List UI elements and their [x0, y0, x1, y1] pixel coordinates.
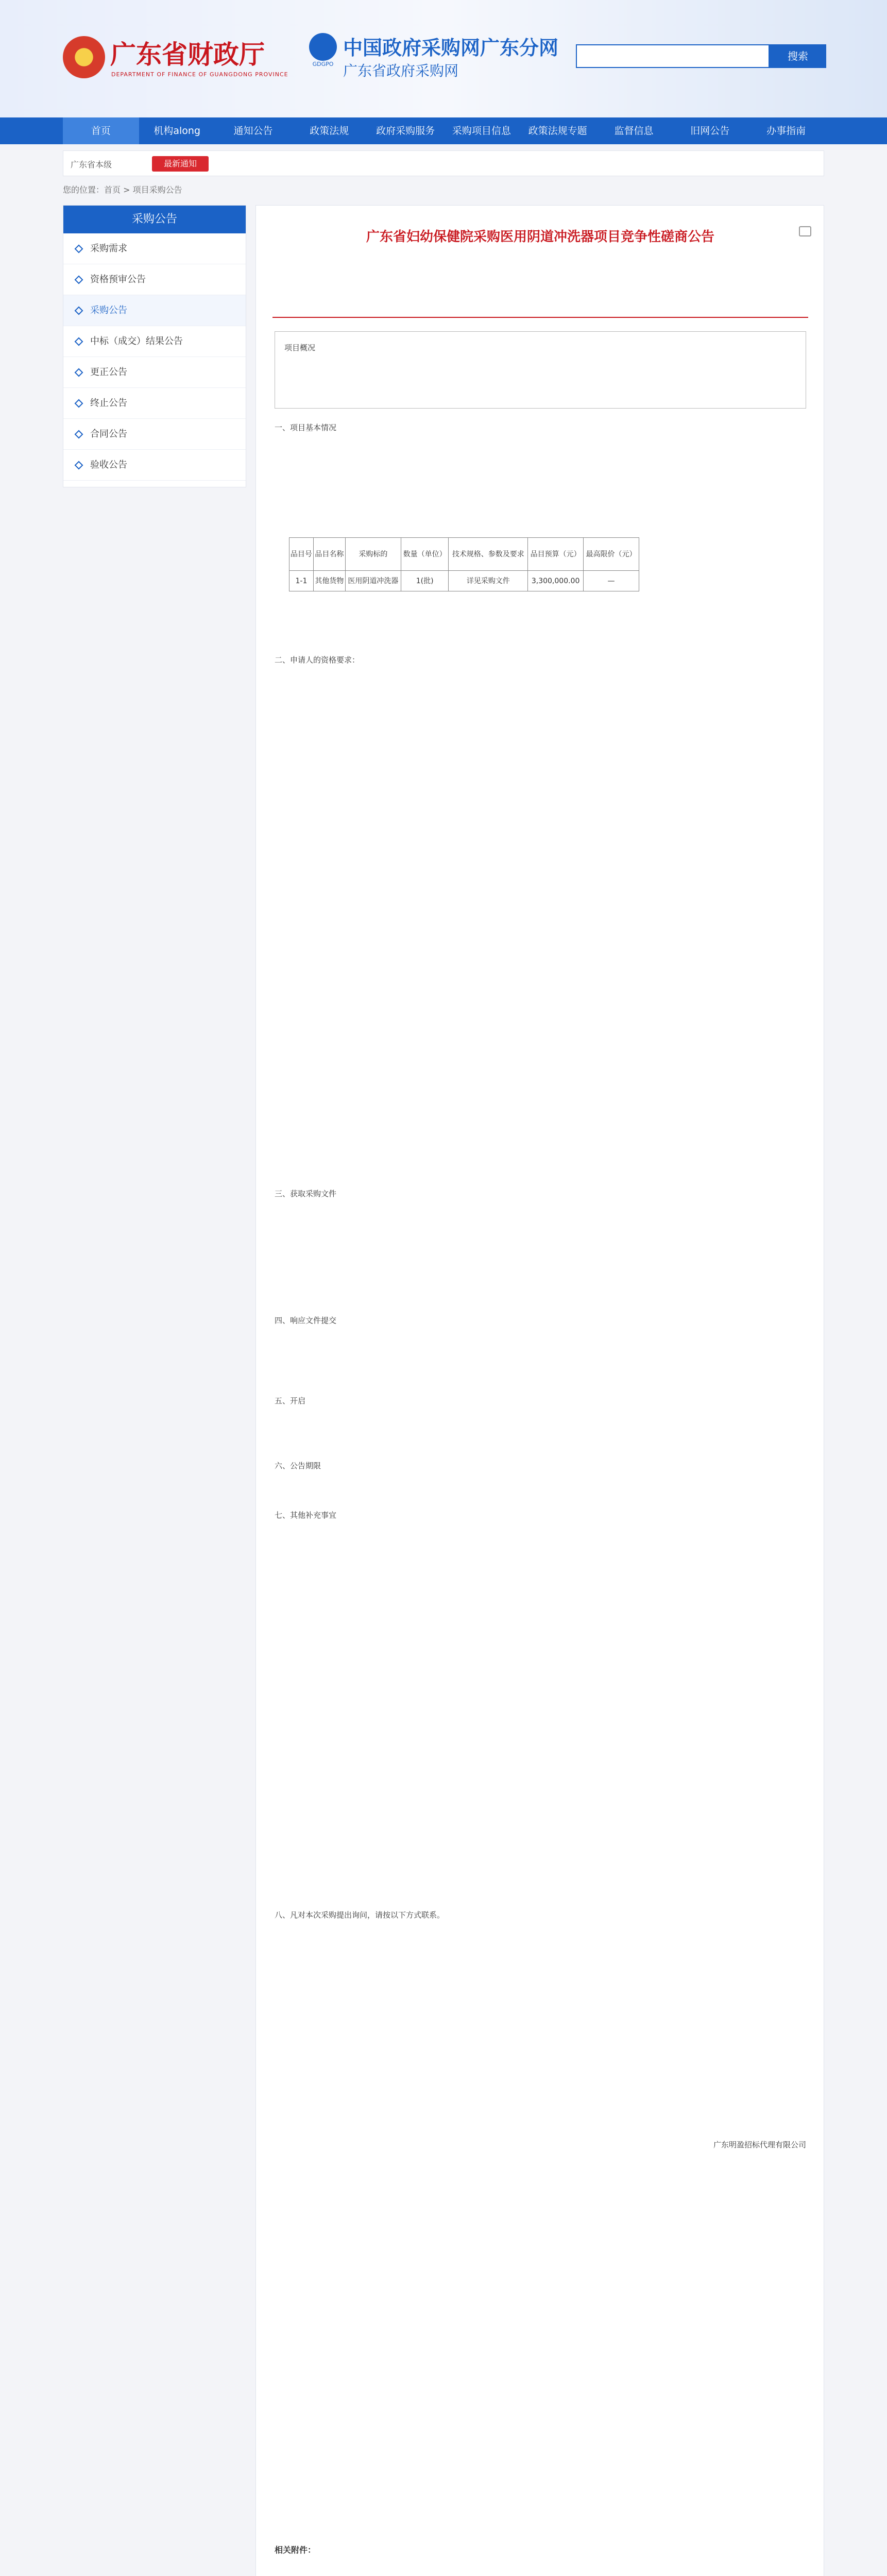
gdgpo-logo-icon [309, 33, 337, 61]
portal-subtitle: 广东省政府采购网 [343, 62, 459, 79]
item-table [289, 537, 639, 591]
diamond-icon [75, 276, 83, 284]
section-title: 一、项目基本情况 [275, 423, 337, 432]
latest-notice-badge: 最新通知 [152, 156, 209, 172]
sidebar-item-label: 更正公告 [90, 367, 127, 378]
section-title: 八、凡对本次采购提出询问，请按以下方式联系。 [275, 1910, 445, 1920]
region-selector[interactable]: 广东省本级 [71, 160, 112, 170]
table-cell: 1-1 [289, 571, 314, 591]
sidebar-item-acceptance[interactable] [63, 450, 246, 481]
sidebar-heading: 采购公告 [63, 206, 246, 233]
article-body [275, 326, 806, 2541]
table-cell: 1(批) [401, 571, 449, 591]
breadcrumb: 您的位置：首页 > 项目采购公告 [63, 185, 182, 195]
gov-subtitle: DEPARTMENT OF FINANCE OF GUANGDONG PROVINCE [111, 71, 288, 78]
signature-company: 广东明盈招标代理有限公司 [713, 2140, 806, 2149]
table-row [289, 571, 639, 591]
table-header-cell: 品目预算（元） [528, 538, 584, 571]
page-title: 广东省妇幼保健院采购医用阴道冲洗器项目竞争性磋商公告 [366, 229, 714, 245]
sidebar-item-result[interactable] [63, 326, 246, 357]
sidebar-item-requirements[interactable] [63, 233, 246, 264]
diamond-icon [75, 399, 83, 408]
table-cell: 其他货物 [313, 571, 345, 591]
nav-services[interactable]: 政府采购服务 [376, 125, 435, 137]
table-header-row [289, 538, 639, 571]
sidebar-item-label: 资格预审公告 [90, 274, 146, 285]
nav-notices[interactable]: 通知公告 [233, 125, 273, 137]
diamond-icon [75, 307, 83, 315]
table-header-cell: 采购标的 [345, 538, 401, 571]
project-overview-box [275, 331, 806, 409]
sidebar-item-label: 采购公告 [90, 305, 127, 316]
sidebar-item-contract[interactable] [63, 419, 246, 450]
sidebar-item-prequal[interactable] [63, 264, 246, 295]
article-panel [255, 205, 824, 2576]
sidebar-item-termination[interactable] [63, 388, 246, 419]
diamond-icon [75, 430, 83, 439]
title-divider [272, 317, 808, 318]
table-cell: — [584, 571, 639, 591]
nav-supervision[interactable]: 监督信息 [614, 125, 654, 137]
nav-project-info[interactable]: 采购项目信息 [452, 125, 511, 137]
section-title: 七、其他补充事宜 [275, 1511, 337, 1520]
search-button[interactable]: 搜索 [770, 44, 826, 68]
section-title: 四、响应文件提交 [275, 1316, 337, 1325]
sidebar-item-label: 终止公告 [90, 398, 127, 409]
nav-guide[interactable]: 办事指南 [766, 125, 806, 137]
table-cell: 医用阴道冲洗器 [345, 571, 401, 591]
sidebar-item-label: 采购需求 [90, 243, 127, 254]
main-nav [0, 117, 887, 144]
sidebar [63, 205, 246, 487]
diamond-icon [75, 337, 83, 346]
sidebar-item-label: 合同公告 [90, 429, 127, 439]
table-header-cell: 最高限价（元） [584, 538, 639, 571]
nav-old-notices[interactable]: 旧网公告 [690, 125, 730, 137]
table-header-cell: 数量（单位） [401, 538, 449, 571]
section-title: 二、申请人的资格要求： [275, 655, 360, 665]
portal-title: 中国政府采购网广东分网 [343, 37, 559, 59]
search-input[interactable] [576, 44, 770, 68]
national-emblem-icon [63, 36, 105, 78]
gov-logo[interactable] [63, 29, 289, 91]
nav-policy-topics[interactable]: 政策法规专题 [528, 125, 587, 137]
table-cell: 3,300,000.00 [528, 571, 584, 591]
section-title: 五、开启 [275, 1396, 306, 1405]
table-header-cell: 品目名称 [313, 538, 345, 571]
gdgpo-logo-text: GDGPO [312, 61, 334, 67]
section-title: 六、公告期限 [275, 1461, 321, 1470]
nav-policies[interactable]: 政策法规 [310, 125, 349, 137]
section-title: 三、获取采购文件 [275, 1189, 337, 1198]
portal-logo[interactable] [309, 29, 598, 91]
nav-home[interactable]: 首页 [63, 117, 139, 144]
diamond-icon [75, 461, 83, 470]
gov-title: 广东省财政厅 [110, 39, 265, 70]
diamond-icon [75, 368, 83, 377]
table-cell: 详见采购文件 [449, 571, 528, 591]
sidebar-item-procurement[interactable] [63, 295, 246, 326]
attachments-heading: 相关附件： [275, 2545, 316, 2555]
site-header [0, 0, 887, 117]
table-header-cell: 技术规格、参数及要求 [449, 538, 528, 571]
overview-title: 项目概况 [284, 343, 316, 352]
sidebar-item-correction[interactable] [63, 357, 246, 388]
sidebar-item-label: 验收公告 [90, 460, 127, 470]
notice-bar [63, 150, 824, 176]
nav-institutions[interactable]: 机构along [153, 125, 201, 137]
diamond-icon [75, 245, 83, 253]
print-icon[interactable] [799, 226, 811, 236]
attachments [275, 2544, 806, 2576]
sidebar-item-label: 中标（成交）结果公告 [90, 336, 183, 347]
table-header-cell: 品目号 [289, 538, 314, 571]
